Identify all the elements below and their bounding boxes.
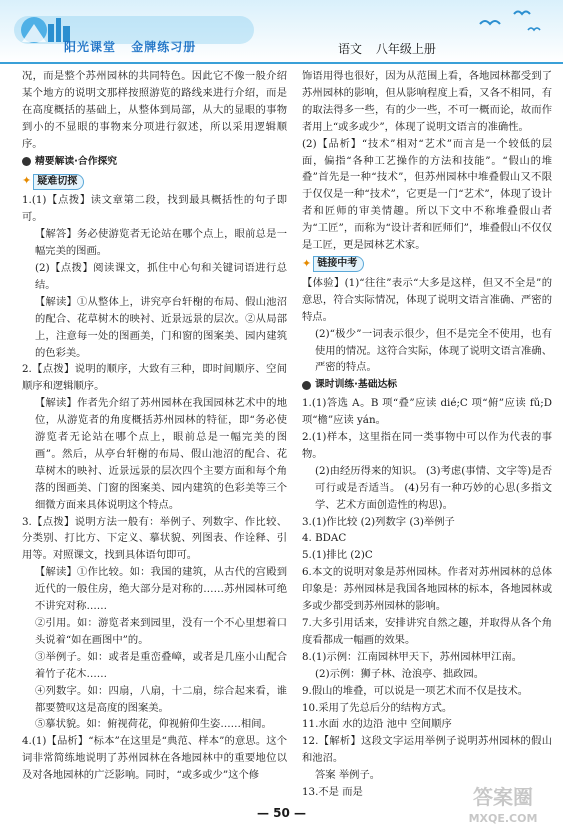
subsection-heading-questions [22, 173, 84, 190]
answer-3: 3.【点拨】说明方法一般有：举例子、列数字、作比较、分类别、打比方、下定义、摹状貌、列图表、作诠释、引用等。对照课文，找到具体语句即可。 [22, 515, 287, 562]
subsection-label: 链接中考 [313, 256, 364, 272]
star-icon: ✦ [22, 174, 32, 188]
subject-grade-label [338, 40, 446, 57]
practice-answer-2-cont: (2)由经历得来的知识。 (3)考虑(事情、文字等)是否可行或是否适当。 (4)另有一种巧妙的心思(多指文学、艺术方面创造性的构思)。 [315, 464, 552, 511]
answer-3-solution-2: ②引用。如：游览者来到园里，没有一个不心里想着口头说着“如在画图中”的。 [35, 617, 287, 646]
practice-answer-10: 10.采用了先总后分的结构方式。 [302, 701, 453, 714]
answer-3-solution-3: ③举例子。如：或者是重峦叠嶂，或者是几座小山配合着竹子花木…… [35, 650, 287, 680]
answer-1-2-solution: 【解读】①从整体上，讲究亭台轩榭的布局、假山池沼的配合、花草树木的映衬、近景远景的层次。②从局部上，注意每一处的图画美，门和窗的图案美、园内建筑的色彩美。 [35, 295, 287, 359]
practice-answer-8-cont: (2)示例：狮子林、沧浪亭、拙政园。 [315, 667, 485, 680]
watermark-line1: 答案圈 [473, 785, 533, 809]
practice-answer-2: 2.(1)样本，这里指在同一类事物中可以作为代表的事物。 [302, 431, 552, 460]
answer-1-1-solution: 【解答】务必使游览者无论站在哪个点上，眼前总是一幅完美的图画。 [35, 228, 287, 258]
paragraph-continued: 饰语用得也很好，因为从范围上看，各地园林都受到了苏州园林的影响，但从影响程度上看，又各不相同，有的取法得多一些，有的少一些，不可一概而论，故而作者用上“或多或少”，体现了说明文语言的准确性。 [302, 70, 552, 133]
experience-1: 【体验】(1)“往往”表示“大多是这样，但又不全是”的意思，符合实际情况，体现了说明文语言准确、严密的特点。 [302, 276, 552, 323]
section-bullet-icon [22, 157, 31, 166]
series-title [64, 38, 206, 55]
practice-answer-13: 13.不是 而是 [302, 786, 363, 799]
answer-1-1: 1.(1)【点拨】读文章第二段，找到最具概括性的句子即可。 [22, 194, 287, 224]
left-column [22, 68, 287, 784]
experience-2: (2)“极少”一词表示很少，但不是完全不使用，也有使用的情况。这符合实际，体现了说明文语言准确、严密的特点。 [315, 327, 552, 374]
practice-answer-4: 4. BDAC [302, 532, 347, 545]
star-icon: ✦ [302, 256, 312, 270]
answer-2-solution: 【解读】作者先介绍了苏州园林在我国园林艺术中的地位，从游览者的角度概括苏州园林的特征，即“务必使游览者无论站在哪个点上，眼前总是一幅完美的图画”。然后，从亭台轩榭的布局、假山池沼的配合、花草树木的映衬、近景远景的层次四个主要方面和每个角落的图画美、门窗的图案美、园内建筑的色彩美等三个细微方面来具体说明这个特点。 [35, 397, 287, 511]
answer-4-2: (2)【品析】“技术”相对“艺术”而言是一个较低的层面，偏指“各种工艺操作的方法和技能”。“假山的堆叠”首先是一种“技术”，但苏州园林中堆叠假山又不限于仅仅是一种“技术”，它更是一门“艺术”，体现了设计者和匠师的审美情趣。所以下文中不称堆叠假山者为“工匠”，而称为“设计者和匠师们”，堆叠假山不仅仅是工匠，更是园林艺术家。 [302, 137, 552, 252]
birds-decoration-icon [470, 4, 550, 44]
answer-3-solution-5: ⑤摹状貌。如：俯视荷花，仰视俯仰生姿……相间。 [35, 718, 272, 731]
practice-answer-12-answer: 答案 举例子。 [315, 769, 381, 782]
section-heading-reading [22, 154, 287, 171]
series-title-main: 阳光课堂 [64, 40, 117, 54]
practice-answer-11: 11.水面 水的边沿 池中 空间顺序 [302, 718, 452, 731]
subject-label: 语文 [338, 42, 363, 56]
answer-4-1: 4.(1)【品析】“标本”在这里是“典范、样本”的意思。这个词非常简练地说明了苏州园林在各地园林中的重要地位以及对各地园林的广泛影响。同时，“或多或少”这个修 [22, 735, 287, 782]
right-column [302, 68, 552, 801]
section-heading-text: 课时训练·基础达标 [315, 379, 398, 391]
grade-label: 八年级上册 [375, 42, 436, 56]
subsection-label: 疑难切探 [33, 174, 84, 190]
section-bullet-icon [302, 381, 311, 390]
watermark-logo [448, 780, 558, 826]
paragraph-intro: 况，而是整个苏州园林的共同特色。因此它不像一般介绍某个地方的说明文那样按照游览的路线来进行介绍，而是在高度概括的基础上，从整体到局部，从大的显眼的事物到小的不显眼的事物来分项进行叙述，所以采用逻辑顺序。 [22, 70, 287, 150]
section-heading-text: 精要解读·合作探究 [35, 155, 118, 167]
page-number: — 50 — [256, 806, 307, 820]
practice-answer-12: 12.【解析】这段文字运用举例子说明苏州园林的假山和池沼。 [302, 735, 552, 765]
subsection-heading-exam-link [302, 256, 364, 273]
practice-answer-8: 8.(1)示例：江南园林甲天下，苏州园林甲江南。 [302, 650, 523, 663]
answer-3-solution-4: ④列数字。如：四扇，八扇，十二扇，综合起来看，谁都要赞叹这是高度的图案美。 [35, 684, 287, 714]
answer-3-solution-1: 【解读】①作比较。如：我国的建筑，从古代的宫殿到近代的一般住房，绝大部分是对称的……苏州园林可绝不讲究对称…… [35, 566, 287, 613]
answer-1-2: (2)【点拨】阅读课文，抓住中心句和关键词语进行总结。 [35, 261, 287, 291]
practice-answer-9: 9.假山的堆叠，可以说是一项艺术而不仅是技术。 [302, 684, 529, 697]
practice-answer-5: 5.(1)排比 (2)C [302, 549, 373, 562]
page-header [0, 0, 563, 64]
practice-answer-1: 1.(1)答选 A。B 项“叠”应读 dié;C 项“俯”应读 fǔ;D 项“檐”应读 yán。 [302, 397, 552, 427]
answer-2: 2.【点拨】说明的顺序，大致有三种，即时间顺序、空间顺序和逻辑顺序。 [22, 363, 287, 393]
practice-answer-7: 7.大多引用话来，安排讲究自然之趣，并取得从各个角度看都成一幅画的效果。 [302, 617, 552, 646]
watermark-line2: MXQE.COM [468, 812, 538, 825]
practice-answer-3: 3.(1)作比较 (2)列数字 (3)举例子 [302, 515, 455, 528]
practice-answer-6: 6.本文的说明对象是苏州园林。作者对苏州园林的总体印象是：苏州园林是我国各地园林的标本，各地园林或多或少都受到苏州园林的影响。 [302, 566, 552, 613]
section-heading-practice [302, 377, 552, 394]
series-title-sub: 金牌练习册 [131, 40, 197, 54]
